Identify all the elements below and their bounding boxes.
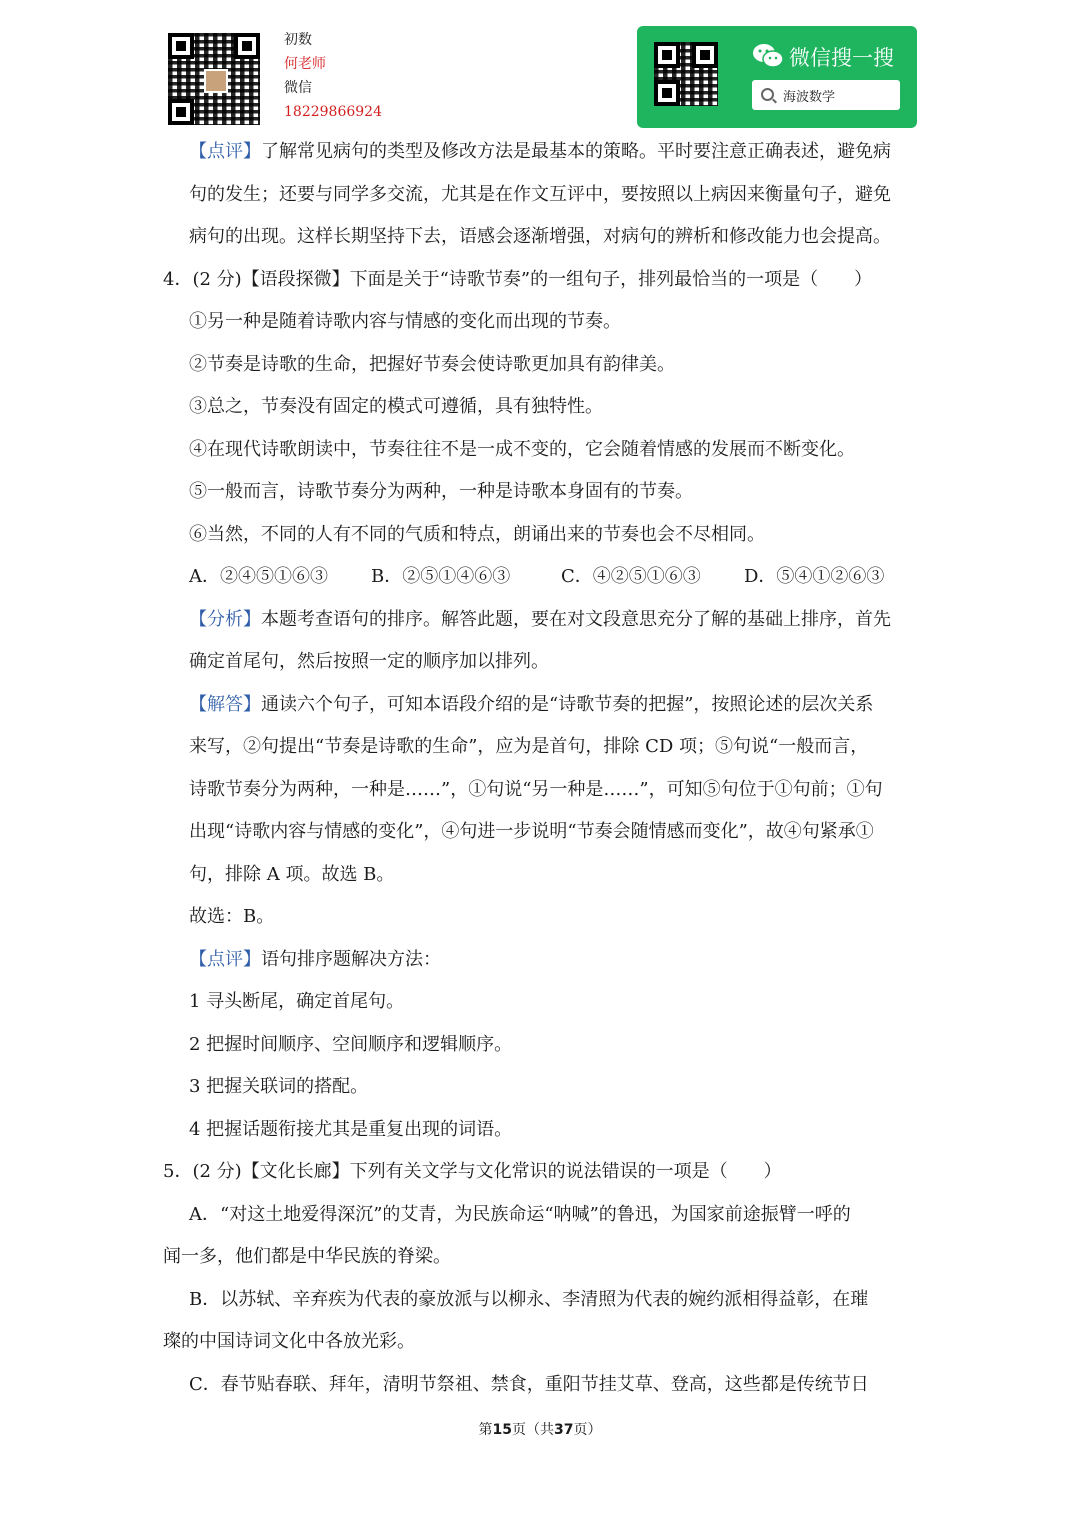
- q5-option-a-line-1: A．“对这土地爱得深沉”的艾青，为民族命运“呐喊”的鲁迅，为国家前途振臂一呼的: [189, 1204, 851, 1225]
- q5-option-b-line-1: B．以苏轼、辛弃疾为代表的豪放派与以柳永、李清照为代表的婉约派相得益彰，在璀: [189, 1289, 869, 1310]
- question-5-stem: 5．(2 分)【文化长廊】下列有关文学与文化常识的说法错误的一项是（ ）: [163, 1161, 782, 1182]
- sentence-5: ⑤一般而言，诗歌节奏分为两种，一种是诗歌本身固有的节奏。: [189, 481, 693, 502]
- method-3: 3 把握关联词的搭配。: [189, 1076, 369, 1097]
- sentence-2: ②节奏是诗歌的生命，把握好节奏会使诗歌更加具有韵律美。: [189, 354, 675, 375]
- wechat-search-banner[interactable]: [637, 26, 917, 128]
- banner-search-box[interactable]: [752, 80, 900, 110]
- banner-title: 微信搜一搜: [789, 46, 894, 70]
- q5-option-a-line-2: 闻一多，他们都是中华民族的脊梁。: [163, 1246, 451, 1267]
- avatar: [204, 69, 228, 93]
- banner-qr-code: [654, 42, 718, 106]
- page-footer: 第15页（共37页）: [478, 1422, 602, 1438]
- analysis-line-2: 确定首尾句，然后按照一定的顺序加以排列。: [189, 651, 549, 672]
- q5-option-b-line-2: 璨的中国诗词文化中各放光彩。: [163, 1331, 415, 1352]
- q5-option-c-line-1: C．春节贴春联、拜年，清明节祭祖、禁食，重阳节挂艾草、登高，这些都是传统节日: [189, 1374, 869, 1395]
- contact-name: 何老师: [284, 56, 326, 72]
- option-a: A．②④⑤①⑥③: [189, 566, 328, 587]
- method-4: 4 把握话题衔接尤其是重复出现的词语。: [189, 1119, 513, 1140]
- contact-wechat-label: 微信: [284, 80, 312, 96]
- sentence-6: ⑥当然，不同的人有不同的气质和特点，朗诵出来的节奏也会不尽相同。: [189, 524, 765, 545]
- sentence-3: ③总之，节奏没有固定的模式可遵循，具有独特性。: [189, 396, 603, 417]
- wechat-icon: [752, 43, 784, 69]
- contact-line1: 初数: [284, 32, 312, 48]
- sentence-4: ④在现代诗歌朗读中，节奏往往不是一成不变的，它会随着情感的发展而不断变化。: [189, 439, 855, 460]
- answer-line-2: 来写，②句提出“节奏是诗歌的生命”，应为是首句，排除 CD 项；⑤句说“一般而言，: [189, 736, 869, 757]
- option-c: C．④②⑤①⑥③: [561, 566, 701, 587]
- answer-choice: 故选：B。: [189, 906, 275, 927]
- comment-2-head: 【点评】语句排序题解决方法：: [189, 949, 441, 970]
- comment-line-3: 病句的出现。这样长期坚持下去，语感会逐渐增强，对病句的辨析和修改能力也会提高。: [189, 226, 891, 247]
- question-4-options: [189, 565, 884, 589]
- search-icon: [761, 88, 774, 101]
- option-d: D．⑤④①②⑥③: [744, 566, 885, 587]
- option-b: B．②⑤①④⑥③: [371, 566, 511, 587]
- comment-line-2: 句的发生；还要与同学多交流，尤其是在作文互评中，要按照以上病因来衡量句子，避免: [189, 184, 891, 205]
- current-page: 15: [492, 1422, 512, 1438]
- sentence-1: ①另一种是随着诗歌内容与情感的变化而出现的节奏。: [189, 311, 621, 332]
- analysis-line-1: 【分析】本题考查语句的排序。解答此题，要在对文段意思充分了解的基础上排序，首先: [189, 609, 891, 630]
- answer-line-5: 句，排除 A 项。故选 B。: [189, 864, 395, 885]
- contact-info: [284, 28, 382, 124]
- answer-line-1: 【解答】通读六个句子，可知本语段介绍的是“诗歌节奏的把握”，按照论述的层次关系: [189, 694, 874, 715]
- answer-line-4: 出现“诗歌内容与情感的变化”，④句进一步说明“节奏会随情感而变化”，故④句紧承①: [189, 821, 874, 842]
- method-1: 1 寻头断尾，确定首尾句。: [189, 991, 405, 1012]
- question-4-stem: 4．(2 分)【语段探微】下面是关于“诗歌节奏”的一组句子，排列最恰当的一项是（ ）: [163, 269, 873, 290]
- banner-search-text: 海波数学: [783, 90, 836, 105]
- comment-line-1: 【点评】了解常见病句的类型及修改方法是最基本的策略。平时要注意正确表述，避免病: [189, 141, 891, 162]
- contact-phone: 18229866924: [284, 104, 382, 120]
- answer-line-3: 诗歌节奏分为两种，一种是……”，①句说“另一种是……”，可知⑤句位于①句前；①句: [189, 779, 883, 800]
- method-2: 2 把握时间顺序、空间顺序和逻辑顺序。: [189, 1034, 513, 1055]
- total-pages: 37: [554, 1422, 574, 1438]
- contact-qr-code: [168, 33, 260, 125]
